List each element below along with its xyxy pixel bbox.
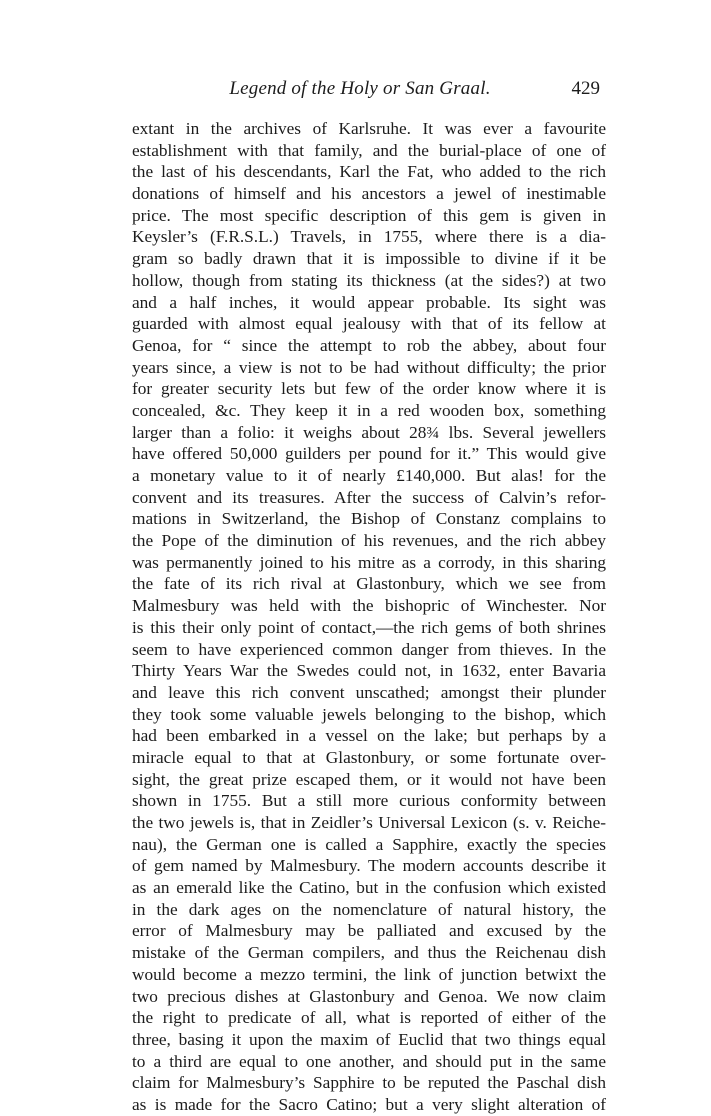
text-line: concealed, &c. They keep it in a red wooden box, something xyxy=(132,400,606,420)
text-line: the two jewels is, that in Zeidler’s Universal Lexicon (s. v. Reiche- xyxy=(132,813,606,832)
text-line: seem to have experienced common danger from thieves. In the xyxy=(132,639,606,659)
page-number: 429 xyxy=(571,78,600,99)
text-line: two precious dishes at Glastonbury and Genoa. We now claim xyxy=(132,986,606,1006)
running-head xyxy=(120,78,600,108)
text-line: establishment with that family, and the burial-place of one of xyxy=(132,140,606,160)
running-title: Legend of the Holy or San Graal. xyxy=(229,78,491,99)
text-line: larger than a folio: it weighs about 28¾ lbs. Several jewellers xyxy=(132,422,606,442)
text-line: claim for Malmesbury’s Sapphire to be reputed the Paschal dish xyxy=(132,1073,606,1093)
text-line: have offered 50,000 guilders per pound for it.” This would give xyxy=(132,444,606,464)
text-line: nau), the German one is called a Sapphire, exactly the species xyxy=(132,834,606,854)
text-line: and leave this rich convent unscathed; amongst their plunder xyxy=(132,682,606,702)
text-line: gram so badly drawn that it is impossible to divine if it be xyxy=(132,249,606,269)
text-line: would become a mezzo termini, the link of junction betwixt the xyxy=(132,964,606,984)
text-line: of gem named by Malmesbury. The modern accounts describe it xyxy=(132,856,606,876)
text-line: they took some valuable jewels belonging to the bishop, which xyxy=(132,704,606,724)
text-line: hollow, though from stating its thickness (at the sides?) at two xyxy=(132,270,606,290)
text-line: shown in 1755. But a still more curious conformity between xyxy=(132,791,606,811)
text-line: the Pope of the diminution of his revenues, and the rich abbey xyxy=(132,531,606,551)
text-line: years since, a view is not to be had without difficulty; the prior xyxy=(132,357,606,377)
text-line: error of Malmesbury may be palliated and excused by the xyxy=(132,921,606,941)
text-line: to a third are equal to one another, and should put in the same xyxy=(132,1051,606,1071)
text-line: mistake of the German compilers, and thus the Reichenau dish xyxy=(132,943,606,963)
text-line: Thirty Years War the Swedes could not, in 1632, enter Bavaria xyxy=(132,661,606,681)
text-line: is this their only point of contact,—the rich gems of both shrines xyxy=(132,617,606,637)
text-line: as is made for the Sacro Catino; but a very slight alteration of xyxy=(132,1094,606,1114)
text-line: a monetary value to it of nearly £140,000. But alas! for the xyxy=(132,466,606,485)
text-line: the fate of its rich rival at Glastonbury, which we see from xyxy=(132,574,606,594)
text-line: as an emerald like the Catino, but in the confusion which existed xyxy=(132,878,606,898)
text-line: extant in the archives of Karlsruhe. It was ever a favourite xyxy=(132,119,606,138)
text-line: the last of his descendants, Karl the Fat, who added to the rich xyxy=(132,162,606,182)
text-line: miracle equal to that at Glastonbury, or some fortunate over- xyxy=(132,747,606,767)
text-line: the right to predicate of all, what is reported of either of the xyxy=(132,1008,606,1028)
text-line: had been embarked in a vessel on the lake; but perhaps by a xyxy=(132,726,606,746)
body-text xyxy=(132,118,606,1116)
text-line: mations in Switzerland, the Bishop of Constanz complains to xyxy=(132,509,606,529)
text-line: Malmesbury was held with the bishopric of Winchester. Nor xyxy=(132,596,606,616)
text-line: guarded with almost equal jealousy with that of its fellow at xyxy=(132,314,606,334)
text-line: convent and its treasures. After the success of Calvin’s refor- xyxy=(132,487,606,507)
text-line: and a half inches, it would appear probable. Its sight was xyxy=(132,292,606,312)
text-line: sight, the great prize escaped them, or it would not have been xyxy=(132,769,606,789)
text-line: three, basing it upon the maxim of Euclid that two things equal xyxy=(132,1029,606,1049)
text-line: Genoa, for “ since the attempt to rob the abbey, about four xyxy=(132,335,606,355)
text-line: price. The most specific description of this gem is given in xyxy=(132,205,606,225)
text-line: for greater security lets but few of the order know where it is xyxy=(132,379,606,399)
text-line: was permanently joined to his mitre as a corrody, in this sharing xyxy=(132,552,606,572)
text-line: Keysler’s (F.R.S.L.) Travels, in 1755, where there is a dia- xyxy=(132,227,606,247)
text-line: donations of himself and his ancestors a jewel of inestimable xyxy=(132,184,606,204)
text-line: in the dark ages on the nomenclature of natural history, the xyxy=(132,899,606,919)
